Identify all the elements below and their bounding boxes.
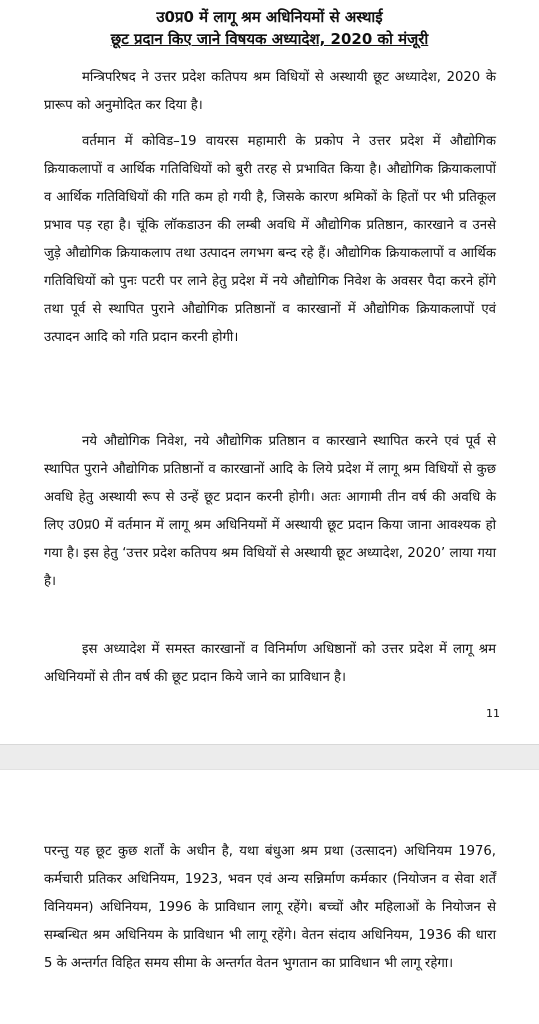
paragraph-conditions: परन्तु यह छूट कुछ शर्तों के अधीन है, यथा बंधुआ श्रम प्रथा (उत्सादन) अधिनियम 1976, कर्मचारी प्रतिकर अधिनियम, 1923, भवन एवं अन्य सन्निर्माण कर्मकार (नियोजन व सेवा शर्तें विनियमन) अधिनियम, 1996 के प्राविधान लागू रहेंगे। बच्चों और महिलाओं के नियोजन से सम्बन्धित श्रम अधिनियम के प्राविधान भी लागू रहेंगे। वेतन संदाय अधिनियम, 1936 की धारा 5 के अन्तर्गत विहित समय सीमा के अन्तर्गत वेतन भुगतान का प्राविधान भी लागू रहेगा। [44,844,496,971]
page-number: 11 [486,707,500,720]
document-page-2 [0,770,539,1024]
paragraph-ordinance-provision: इस अध्यादेश में समस्त कारखानों व विनिर्माण अधिष्ठानों को उत्तर प्रदेश में लागू श्रम अधिनियमों से तीन वर्ष की छूट प्रदान किये जाने का प्राविधान है। [44,642,496,685]
page-separator [0,744,539,770]
paragraph-covid-impact: वर्तमान में कोविड–19 वायरस महामारी के प्रकोप ने उत्तर प्रदेश में औद्योगिक क्रियाकलापों व आर्थिक गतिविधियों को बुरी तरह से प्रभावित किया है। औद्योगिक क्रियाकलापों व आर्थिक गतिविधियों की गति कम हो गयी है, जिसके कारण श्रमिकों के हितों पर भी प्रतिकूल प्रभाव पड़ रहा है। चूंकि लॉकडाउन की लम्बी अवधि में औद्योगिक प्रतिष्ठान, कारखाने व उनसे जुड़े औद्योगिक क्रियाकलाप तथा उत्पादन लगभग बन्द रहे हैं। औद्योगिक क्रियाकलापों व आर्थिक गतिविधियों को पुनः पटरी पर लाने हेतु प्रदेश में नये औद्योगिक निवेश के अवसर पैदा करने होंगे तथा पूर्व से स्थापित पुराने औद्योगिक प्रतिष्ठानों व कारखानों में औद्योगिक क्रियाकलापों एवं उत्पादन आदि को गति प्रदान करनी होगी। [44,134,496,345]
document-title-line-1: उ0प्र0 में लागू श्रम अधिनियमों से अस्थाई [156,8,383,26]
document-title-line-2: छूट प्रदान किए जाने विषयक अध्यादेश, 2020 को मंजूरी [110,30,429,48]
paragraph-exemption-need: नये औद्योगिक निवेश, नये औद्योगिक प्रतिष्ठान व कारखाने स्थापित करने एवं पूर्व से स्थापित पुराने औद्योगिक प्रतिष्ठानों व कारखानों आदि के लिये प्रदेश में लागू श्रम विधियों से कुछ अवधि हेतु अस्थायी रूप से उन्हें छूट प्रदान करनी होगी। अतः आगामी तीन वर्ष की अवधि के लिए उ0प्र0 में वर्तमान में लागू श्रम अधिनियमों में अस्थायी छूट प्रदान किया जाना आवश्यक हो गया है। इस हेतु ‘उत्तर प्रदेश कतिपय श्रम विधियों से अस्थायी छूट अध्यादेश, 2020’ लाया गया है। [44,434,496,589]
paragraph-approval: मन्त्रिपरिषद ने उत्तर प्रदेश कतिपय श्रम विधियों से अस्थायी छूट अध्यादेश, 2020 के प्रारूप को अनुमोदित कर दिया है। [44,70,496,113]
